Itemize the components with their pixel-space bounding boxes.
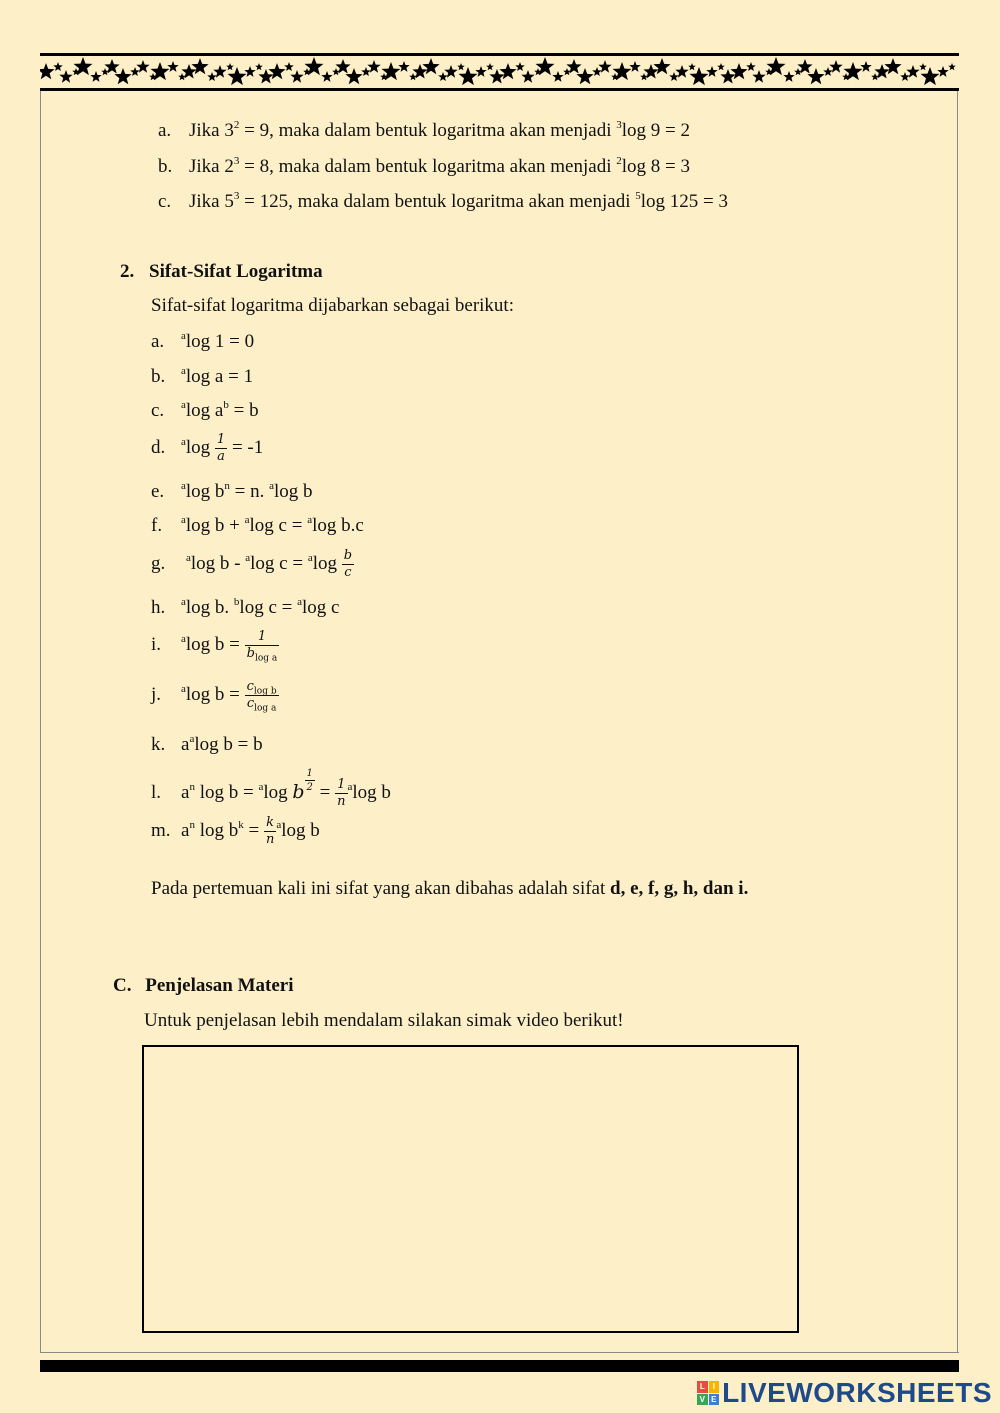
property-k: k. $a^a\log$ b = b — [151, 733, 263, 755]
fraction: $\frac{1}{n}$ — [337, 776, 346, 810]
property-j: j. $^a$log b = $\frac{c_{log b}}{c_{log a}}$ — [151, 679, 277, 714]
bottom-divider — [40, 1352, 959, 1353]
intro-example: b. Jika $2^3 = 8$, maka dalam bentuk logaritma akan menjadi $^2$log 8 = 3 — [158, 155, 690, 177]
property-a: a. $^a$log 1 = 0 — [151, 330, 255, 352]
property-l: l. $a^n$ log b = $^a$log b $\frac{1}{2}$ = $\frac{1}{n}$ $^a$log b — [151, 768, 391, 810]
fraction: $\frac{1}{b_{log a}}$ — [246, 629, 278, 664]
intro-example: a. Jika $3^2 = 9$, maka dalam bentuk logaritma akan menjadi $^3$log 9 = 2 — [158, 119, 690, 141]
closing-note: Pada pertemuan kali ini sifat yang akan dibahas adalah sifat d, e, f, g, h, dan i. — [151, 878, 749, 899]
fraction: $\frac{c_{log b}}{c_{log a}}$ — [246, 679, 277, 714]
section-2-heading — [120, 262, 323, 281]
logo-text: LIVEWORKSHEETS — [722, 1377, 992, 1408]
intro-example: c. Jika $5^3 = 125$, maka dalam bentuk logaritma akan menjadi $^5$log 125 = 3 — [158, 190, 728, 212]
section-intro: Sifat-sifat logaritma dijabarkan sebagai berikut: — [151, 295, 514, 316]
section-number: 2. — [120, 261, 135, 282]
section-title: Sifat-Sifat Logaritma — [149, 261, 323, 282]
property-h: h. $^a$log b. $^b$log c = $^a$log c — [151, 596, 340, 618]
property-m: m. $a^n$ $\log b^k$ = $\frac{k}{n}$ $^a$log b — [151, 815, 320, 848]
section-c-intro: Untuk penjelasan lebih mendalam silakan simak video berikut! — [144, 1010, 624, 1031]
property-d: d. $^a$log $\frac{1}{a}$ = -1 — [151, 432, 264, 465]
stars-icon — [40, 56, 959, 88]
fraction: $\frac{1}{a}$ — [216, 432, 226, 465]
video-embed[interactable] — [142, 1045, 799, 1333]
property-c: c. $^a$log $a^b = b$ — [151, 399, 259, 421]
property-e: e. $^a$log $b^n = n$. $^a$log b — [151, 480, 313, 502]
exponent-fraction: $\frac{1}{2}$ — [306, 768, 313, 793]
property-f: f. $^a$log b + $^a$log c = $^a$log b.c — [151, 514, 364, 536]
logo-badge-icon: L I V E — [697, 1381, 719, 1405]
property-g: g. $^a$log b - $^a$log c = $^a$log $\frac{b}{c}$ — [151, 548, 353, 581]
fraction: $\frac{b}{c}$ — [343, 548, 353, 581]
property-b: b. $^a$log a = 1 — [151, 365, 254, 387]
fraction: $\frac{k}{n}$ — [265, 815, 275, 848]
star-border-decoration — [40, 53, 959, 91]
bottom-bar — [40, 1360, 959, 1372]
property-i: i. $^a$log b = $\frac{1}{b_{log a}}$ — [151, 629, 278, 664]
liveworksheets-logo[interactable] — [697, 1378, 992, 1408]
section-c-heading: C. Penjelasan Materi — [113, 975, 294, 996]
